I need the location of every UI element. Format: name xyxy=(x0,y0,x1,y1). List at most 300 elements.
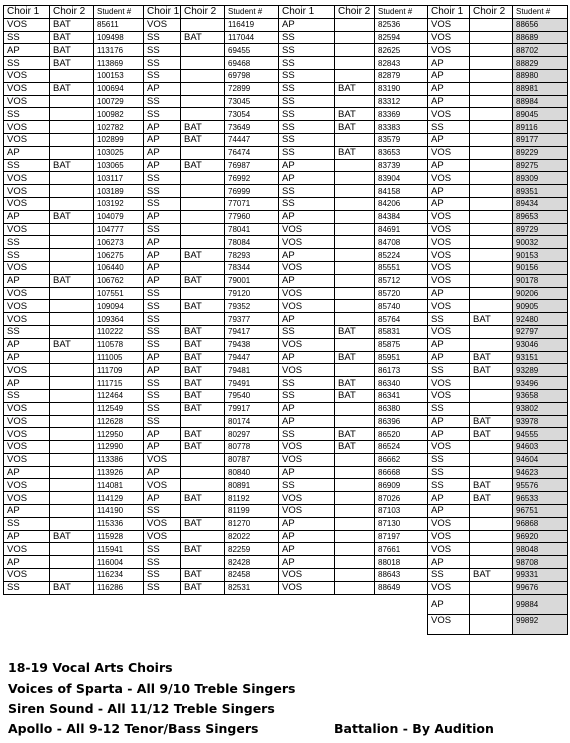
table-cell: VOS xyxy=(4,479,50,492)
column-header: Choir 1 xyxy=(144,6,181,19)
table-cell: 106762 xyxy=(94,274,144,287)
table-cell: 88980 xyxy=(513,69,568,82)
table-cell: 89351 xyxy=(513,185,568,198)
table-cell: BAT xyxy=(470,364,513,377)
table-cell xyxy=(470,466,513,479)
table-cell: SS xyxy=(144,57,181,70)
table-cell: SS xyxy=(279,31,335,44)
table-cell: 100729 xyxy=(94,95,144,108)
table-cell: BAT xyxy=(335,351,375,364)
table-cell: AP xyxy=(4,210,50,223)
table-cell: 85611 xyxy=(94,18,144,31)
table-cell xyxy=(470,441,513,454)
table-cell xyxy=(470,530,513,543)
table-cell: SS xyxy=(428,364,470,377)
table-cell: 117044 xyxy=(225,31,279,44)
table-cell xyxy=(335,236,375,249)
table-row xyxy=(4,82,568,95)
table-cell xyxy=(470,31,513,44)
table-cell xyxy=(470,172,513,185)
table-cell: BAT xyxy=(470,351,513,364)
table-cell: 69798 xyxy=(225,69,279,82)
table-cell xyxy=(181,261,225,274)
table-cell: SS xyxy=(144,172,181,185)
table-cell: 99676 xyxy=(513,581,568,594)
table-cell xyxy=(335,172,375,185)
table-cell: BAT xyxy=(181,377,225,390)
table-cell: AP xyxy=(428,351,470,364)
table-cell: AP xyxy=(428,594,470,614)
table-cell xyxy=(181,146,225,159)
table-cell: BAT xyxy=(50,18,94,31)
table-cell: VOS xyxy=(4,569,50,582)
table-cell: 88689 xyxy=(513,31,568,44)
table-cell: SS xyxy=(144,338,181,351)
table-cell: 86520 xyxy=(375,428,428,441)
table-cell: 96920 xyxy=(513,530,568,543)
table-cell xyxy=(181,57,225,70)
table-cell: 99884 xyxy=(513,594,568,614)
table-cell: BAT xyxy=(181,517,225,530)
table-cell: AP xyxy=(4,556,50,569)
table-row xyxy=(4,236,568,249)
table-cell xyxy=(335,479,375,492)
table-cell: SS xyxy=(279,197,335,210)
table-cell xyxy=(50,505,94,518)
table-cell: 93151 xyxy=(513,351,568,364)
table-cell xyxy=(470,44,513,57)
table-cell: 115336 xyxy=(94,517,144,530)
table-cell xyxy=(50,172,94,185)
table-cell: AP xyxy=(144,133,181,146)
table-cell: BAT xyxy=(50,210,94,223)
table-cell xyxy=(50,146,94,159)
table-cell: 112628 xyxy=(94,415,144,428)
table-cell: AP xyxy=(279,159,335,172)
table-cell: VOS xyxy=(428,517,470,530)
table-cell: SS xyxy=(144,402,181,415)
table-cell: 72899 xyxy=(225,82,279,95)
table-cell: 83904 xyxy=(375,172,428,185)
table-cell: 83190 xyxy=(375,82,428,95)
table-cell: 103189 xyxy=(94,185,144,198)
empty-spacer xyxy=(4,594,428,614)
table-cell: 82625 xyxy=(375,44,428,57)
table-cell: SS xyxy=(279,69,335,82)
table-cell: 89177 xyxy=(513,133,568,146)
table-cell: AP xyxy=(144,210,181,223)
table-cell: SS xyxy=(4,325,50,338)
table-cell: VOS xyxy=(144,517,181,530)
table-cell: AP xyxy=(144,236,181,249)
table-cell: VOS xyxy=(4,428,50,441)
table-cell xyxy=(50,236,94,249)
table-cell: 79352 xyxy=(225,300,279,313)
table-cell: SS xyxy=(144,581,181,594)
table-cell: SS xyxy=(428,313,470,326)
table-cell: BAT xyxy=(50,338,94,351)
table-cell: AP xyxy=(279,313,335,326)
column-header: Choir 2 xyxy=(470,6,513,19)
table-cell: 89116 xyxy=(513,121,568,134)
table-cell xyxy=(50,95,94,108)
table-cell: 102782 xyxy=(94,121,144,134)
table-cell: 116234 xyxy=(94,569,144,582)
table-cell: 88984 xyxy=(513,95,568,108)
table-cell: VOS xyxy=(4,185,50,198)
table-cell xyxy=(335,31,375,44)
table-cell xyxy=(50,569,94,582)
table-cell: 87130 xyxy=(375,517,428,530)
table-cell: 106440 xyxy=(94,261,144,274)
table-cell: 87661 xyxy=(375,543,428,556)
column-header: Choir 2 xyxy=(50,6,94,19)
table-row xyxy=(4,517,568,530)
table-cell xyxy=(470,261,513,274)
table-cell: 90156 xyxy=(513,261,568,274)
table-cell: VOS xyxy=(279,364,335,377)
table-cell: 102899 xyxy=(94,133,144,146)
table-cell: SS xyxy=(279,44,335,57)
empty-spacer xyxy=(4,614,428,634)
table-cell: 77071 xyxy=(225,197,279,210)
table-cell: 111005 xyxy=(94,351,144,364)
table-cell: BAT xyxy=(50,274,94,287)
table-cell: VOS xyxy=(4,453,50,466)
table-cell xyxy=(181,44,225,57)
table-cell: 85224 xyxy=(375,249,428,262)
table-row xyxy=(4,185,568,198)
table-cell: SS xyxy=(144,287,181,300)
table-cell: 87026 xyxy=(375,492,428,505)
table-row xyxy=(4,159,568,172)
table-cell xyxy=(181,453,225,466)
table-cell: BAT xyxy=(470,569,513,582)
table-cell: SS xyxy=(279,479,335,492)
table-cell: VOS xyxy=(428,108,470,121)
table-cell: AP xyxy=(144,146,181,159)
table-cell: VOS xyxy=(428,261,470,274)
table-cell: VOS xyxy=(428,274,470,287)
table-cell xyxy=(335,453,375,466)
table-cell: 85551 xyxy=(375,261,428,274)
table-cell xyxy=(50,287,94,300)
table-row xyxy=(4,492,568,505)
table-cell: VOS xyxy=(428,18,470,31)
table-cell xyxy=(181,108,225,121)
table-cell: VOS xyxy=(144,530,181,543)
table-cell: VOS xyxy=(4,364,50,377)
table-cell: 81270 xyxy=(225,517,279,530)
table-cell: BAT xyxy=(335,377,375,390)
table-cell xyxy=(50,402,94,415)
table-cell: 82843 xyxy=(375,57,428,70)
table-cell xyxy=(50,492,94,505)
table-cell xyxy=(50,415,94,428)
column-header: Student # xyxy=(225,6,279,19)
table-cell xyxy=(50,351,94,364)
table-row xyxy=(4,108,568,121)
table-cell: 84158 xyxy=(375,185,428,198)
table-cell: SS xyxy=(144,389,181,402)
table-cell xyxy=(470,18,513,31)
table-cell: 116004 xyxy=(94,556,144,569)
table-cell: 112950 xyxy=(94,428,144,441)
table-row xyxy=(4,338,568,351)
table-cell: 89275 xyxy=(513,159,568,172)
table-row xyxy=(4,594,568,614)
table-cell: 90206 xyxy=(513,287,568,300)
table-cell: AP xyxy=(279,351,335,364)
table-cell: 82536 xyxy=(375,18,428,31)
table-row xyxy=(4,287,568,300)
table-cell: VOS xyxy=(4,18,50,31)
table-cell: VOS xyxy=(144,479,181,492)
table-cell xyxy=(470,249,513,262)
table-cell xyxy=(335,517,375,530)
table-cell: VOS xyxy=(4,261,50,274)
table-cell xyxy=(470,517,513,530)
table-cell: 82428 xyxy=(225,556,279,569)
table-cell: 94623 xyxy=(513,466,568,479)
table-cell: 85712 xyxy=(375,274,428,287)
table-cell: SS xyxy=(144,185,181,198)
table-cell xyxy=(181,223,225,236)
table-cell: AP xyxy=(428,82,470,95)
table-cell: BAT xyxy=(181,428,225,441)
table-cell: VOS xyxy=(4,69,50,82)
table-row xyxy=(4,133,568,146)
table-cell: BAT xyxy=(470,428,513,441)
table-cell: AP xyxy=(428,505,470,518)
table-cell: SS xyxy=(144,223,181,236)
table-cell xyxy=(470,82,513,95)
table-cell: 79447 xyxy=(225,351,279,364)
table-row xyxy=(4,18,568,31)
table-cell: BAT xyxy=(470,479,513,492)
table-cell xyxy=(470,325,513,338)
table-cell: VOS xyxy=(428,223,470,236)
table-cell: 82259 xyxy=(225,543,279,556)
table-cell xyxy=(50,197,94,210)
table-row xyxy=(4,389,568,402)
table-cell xyxy=(335,313,375,326)
table-cell: SS xyxy=(4,108,50,121)
table-cell: SS xyxy=(4,517,50,530)
table-cell xyxy=(470,402,513,415)
table-cell: VOS xyxy=(144,18,181,31)
table-cell: VOS xyxy=(4,133,50,146)
table-cell xyxy=(470,594,513,614)
table-cell xyxy=(50,300,94,313)
table-cell: AP xyxy=(4,44,50,57)
table-cell: SS xyxy=(144,313,181,326)
column-header: Choir 2 xyxy=(181,6,225,19)
table-cell xyxy=(335,261,375,274)
table-cell xyxy=(50,249,94,262)
table-cell: SS xyxy=(279,428,335,441)
table-cell: BAT xyxy=(335,428,375,441)
table-cell: VOS xyxy=(4,121,50,134)
table-cell xyxy=(470,57,513,70)
table-cell: 86662 xyxy=(375,453,428,466)
table-cell: AP xyxy=(144,121,181,134)
table-cell: AP xyxy=(4,530,50,543)
table-cell: AP xyxy=(428,492,470,505)
table-cell: 94604 xyxy=(513,453,568,466)
table-cell xyxy=(50,441,94,454)
table-cell: BAT xyxy=(50,581,94,594)
table-cell: VOS xyxy=(4,197,50,210)
table-cell: SS xyxy=(279,121,335,134)
table-row xyxy=(4,300,568,313)
table-cell: 85875 xyxy=(375,338,428,351)
table-cell: BAT xyxy=(181,121,225,134)
table-row xyxy=(4,95,568,108)
table-row xyxy=(4,325,568,338)
table-cell: SS xyxy=(4,389,50,402)
table-cell: BAT xyxy=(181,581,225,594)
table-cell xyxy=(335,530,375,543)
table-cell: BAT xyxy=(335,146,375,159)
table-cell: 92797 xyxy=(513,325,568,338)
table-cell: 89309 xyxy=(513,172,568,185)
table-cell xyxy=(181,505,225,518)
table-cell xyxy=(50,185,94,198)
table-cell: VOS xyxy=(279,581,335,594)
table-row xyxy=(4,249,568,262)
table-cell: BAT xyxy=(50,44,94,57)
table-cell: SS xyxy=(144,197,181,210)
table-cell xyxy=(470,274,513,287)
table-cell: VOS xyxy=(428,44,470,57)
table-cell: 112464 xyxy=(94,389,144,402)
table-cell: 88018 xyxy=(375,556,428,569)
column-header: Student # xyxy=(375,6,428,19)
table-cell: 94603 xyxy=(513,441,568,454)
table-cell: AP xyxy=(4,338,50,351)
table-cell: 86909 xyxy=(375,479,428,492)
table-cell: BAT xyxy=(181,249,225,262)
table-cell: 114190 xyxy=(94,505,144,518)
footer-title: 18-19 Vocal Arts Choirs xyxy=(8,660,173,675)
table-cell: VOS xyxy=(4,415,50,428)
table-cell: AP xyxy=(428,69,470,82)
table-cell: 86396 xyxy=(375,415,428,428)
column-header: Student # xyxy=(94,6,144,19)
table-cell: 115928 xyxy=(94,530,144,543)
table-cell: 69455 xyxy=(225,44,279,57)
table-cell: 83739 xyxy=(375,159,428,172)
table-cell: VOS xyxy=(428,441,470,454)
table-cell: 76992 xyxy=(225,172,279,185)
table-cell: VOS xyxy=(4,441,50,454)
table-cell xyxy=(470,210,513,223)
table-cell: AP xyxy=(144,428,181,441)
table-cell xyxy=(470,159,513,172)
table-header xyxy=(4,6,568,19)
table-cell: SS xyxy=(428,453,470,466)
table-cell xyxy=(181,556,225,569)
table-cell: 76987 xyxy=(225,159,279,172)
table-cell: 113926 xyxy=(94,466,144,479)
table-cell: 88981 xyxy=(513,82,568,95)
table-cell: AP xyxy=(428,428,470,441)
table-cell: SS xyxy=(144,69,181,82)
table-cell: SS xyxy=(428,569,470,582)
table-cell: SS xyxy=(4,249,50,262)
table-cell: BAT xyxy=(181,159,225,172)
table-cell: AP xyxy=(4,274,50,287)
table-cell: AP xyxy=(279,402,335,415)
table-cell xyxy=(470,389,513,402)
table-cell: VOS xyxy=(428,172,470,185)
table-cell xyxy=(335,415,375,428)
table-cell xyxy=(335,18,375,31)
table-cell: 85951 xyxy=(375,351,428,364)
table-cell: 90032 xyxy=(513,236,568,249)
table-cell xyxy=(335,185,375,198)
table-cell: 112549 xyxy=(94,402,144,415)
table-cell: 113176 xyxy=(94,44,144,57)
table-cell: VOS xyxy=(4,95,50,108)
table-row xyxy=(4,428,568,441)
table-cell xyxy=(470,543,513,556)
table-cell: SS xyxy=(144,300,181,313)
table-cell: 109094 xyxy=(94,300,144,313)
table-cell: BAT xyxy=(470,492,513,505)
table-cell: VOS xyxy=(428,581,470,594)
table-cell: 109364 xyxy=(94,313,144,326)
table-cell xyxy=(470,287,513,300)
table-cell: VOS xyxy=(428,530,470,543)
table-cell: BAT xyxy=(335,325,375,338)
table-row xyxy=(4,57,568,70)
table-cell: 82594 xyxy=(375,31,428,44)
table-cell: VOS xyxy=(279,300,335,313)
table-cell: BAT xyxy=(470,415,513,428)
table-cell: SS xyxy=(279,108,335,121)
table-cell xyxy=(335,69,375,82)
table-cell: 114081 xyxy=(94,479,144,492)
table-cell: BAT xyxy=(50,82,94,95)
table-cell: 78293 xyxy=(225,249,279,262)
table-cell xyxy=(181,210,225,223)
table-cell: 86524 xyxy=(375,441,428,454)
column-header: Choir 1 xyxy=(428,6,470,19)
table-cell: BAT xyxy=(181,492,225,505)
table-cell: SS xyxy=(279,82,335,95)
table-cell: AP xyxy=(428,415,470,428)
table-cell: 89653 xyxy=(513,210,568,223)
table-row xyxy=(4,377,568,390)
table-cell: 80297 xyxy=(225,428,279,441)
table-cell: BAT xyxy=(181,274,225,287)
table-cell: AP xyxy=(279,530,335,543)
table-cell: AP xyxy=(144,274,181,287)
table-cell: 110222 xyxy=(94,325,144,338)
table-cell: AP xyxy=(144,492,181,505)
table-cell: 103117 xyxy=(94,172,144,185)
table-cell: AP xyxy=(428,287,470,300)
table-cell: 93046 xyxy=(513,338,568,351)
table-row xyxy=(4,415,568,428)
table-cell: 89229 xyxy=(513,146,568,159)
table-cell: 74447 xyxy=(225,133,279,146)
table-cell: SS xyxy=(4,581,50,594)
table-cell xyxy=(470,133,513,146)
table-cell: BAT xyxy=(181,31,225,44)
